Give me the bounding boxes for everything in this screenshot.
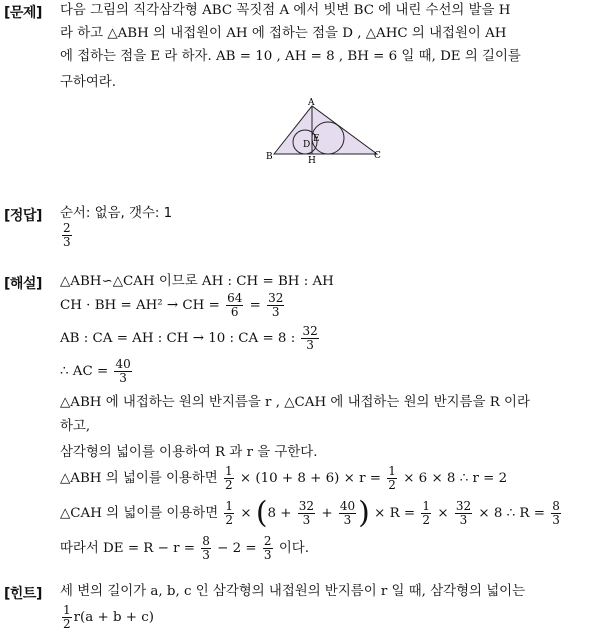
label-C: C <box>374 151 381 161</box>
answer-line: 순서: 없음, 갯수: 1 <box>60 206 173 221</box>
answer-tag: [정답] <box>4 208 42 224</box>
problem-line-3: 에 접하는 점을 E 라 하자. AB = 10 , AH = 8 , BH = 6 일 때, DE 의 길이를 <box>60 49 521 64</box>
label-E: E <box>313 134 320 144</box>
hint-tag: [힌트] <box>4 586 42 602</box>
solution-line-7: 삼각형의 넓이를 이용하여 R 과 r 을 구한다. <box>60 445 318 460</box>
label-D: D <box>303 140 311 150</box>
problem-tag: [문제] <box>4 5 42 21</box>
solution-line-1: △ABH∽△CAH 이므로 AH : CH = BH : AH <box>60 274 334 289</box>
solution-line-10: 따라서 DE = R − r = $\frac{8}{3}$ − 2 = $\frac{2}{3}$ 이다. <box>60 534 309 562</box>
solution-line-5: △ABH 에 내접하는 원의 반지름을 r , △CAH 에 내접하는 원의 반지름을 R 이라 <box>60 395 530 410</box>
label-H: H <box>308 156 316 166</box>
solution-line-3: AB : CA = AH : CH → 10 : CA = 8 : $\frac{32}{3}$ <box>60 324 318 352</box>
problem-line-1: 다음 그림의 직각삼각형 ABC 꼭짓점 A 에서 빗변 BC 에 내린 수선의 발을 H <box>60 3 511 18</box>
solution-line-6: 하고, <box>60 419 91 434</box>
label-B: B <box>266 152 273 162</box>
triangle-figure <box>262 96 387 166</box>
problem-line-2: 라 하고 △ABH 의 내접원이 AH 에 접하는 점을 D , △AHC 의 내접원이 AH <box>60 26 507 41</box>
solution-line-4: ∴ AC = $\frac{40}{3}$ <box>60 357 131 385</box>
solution-line-2: CH · BH = AH² → CH = $\frac{64}{6}$ = $\frac{32}{3}$ <box>60 291 284 319</box>
solution-line-9: △CAH 의 넓이를 이용하면 $\frac{1}{2}$ × (8 + $\frac{32}{3}$ + $\frac{40}{3}$ ) × R = $\frac{1}{2}$ × $\frac{32}{3}$ × 8 ∴ R = $\frac{8}{3}$ <box>60 495 560 531</box>
problem-line-4: 구하여라. <box>60 75 116 90</box>
solution-tag: [해설] <box>4 276 42 292</box>
hint-line-1: 세 변의 길이가 a, b, c 인 삼각형의 내접원의 반지름이 r 일 때, 삼각형의 넓이는 <box>60 584 526 599</box>
answer-fraction: $\frac{2}{3}$ <box>63 221 71 249</box>
hint-line-2: $\frac{1}{2}$ r(a + b + c) <box>63 603 155 631</box>
solution-line-8: △ABH 의 넓이를 이용하면 $\frac{1}{2}$ × (10 + 8 + 6) × r = $\frac{1}{2}$ × 6 × 8 ∴ r = 2 <box>60 464 508 492</box>
label-A: A <box>308 98 315 108</box>
